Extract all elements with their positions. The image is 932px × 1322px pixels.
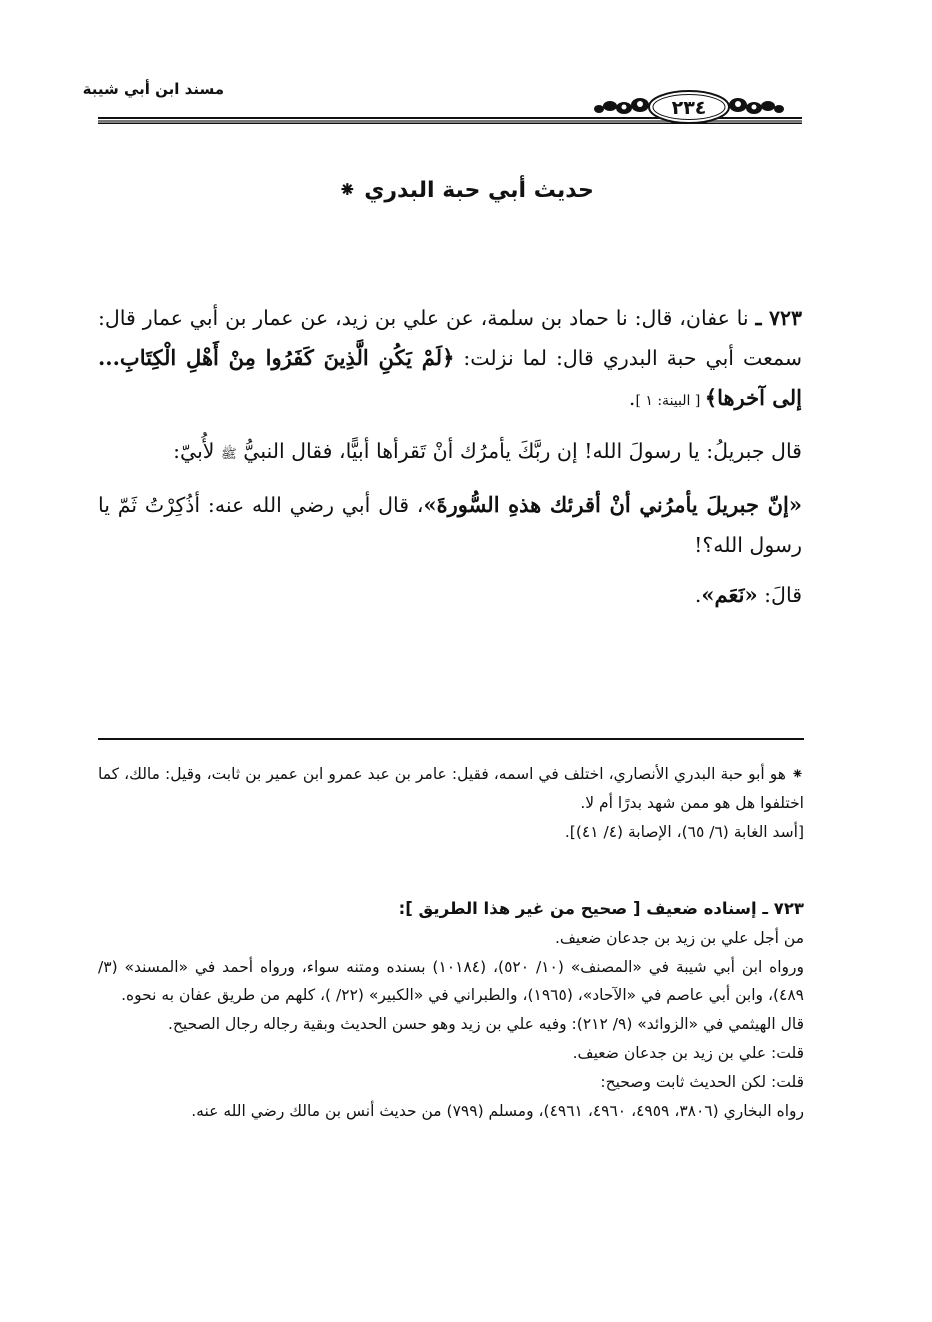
hadith-paragraph-1 — [98, 298, 802, 421]
punctuation: . — [694, 583, 702, 607]
hadith-number: ٧٢٣ ـ — [755, 306, 802, 330]
prophet-answer: «نَعَم» — [701, 582, 758, 607]
hadith-paragraph-3 — [98, 485, 802, 565]
hadith-paragraph-4 — [98, 575, 802, 615]
isnad-text: نا عفان، قال: نا حماد بن سلمة، عن علي بن زيد، عن عمار بن أبي عمار قال: سمعت أبي حبة البدري قال: لما نزلت: — [98, 306, 803, 370]
takhrij-line: قلت: لكن الحديث ثابت وصحيح: — [600, 1072, 804, 1091]
footnote-text: ⁕ هو أبو حبة البدري الأنصاري، اختلف في اسمه، فقيل: عامر بن عبد عمرو ابن عمير بن ثابت، وقيل: مالك، كما اختلفوا هل هو ممن شهد بدرًا أم لا. — [98, 765, 804, 812]
ubayy-question: ، قال أبي رضي الله عنه: أذُكِرْتُ ثَمّ يا رسول الله؟! — [98, 493, 802, 557]
footnote-sources: [أسد الغابة (٦/ ٦٥)، الإصابة (٤/ ٤١)]. — [564, 823, 804, 841]
footnote-separator — [98, 738, 804, 740]
punctuation: . — [628, 386, 636, 410]
takhrij-section — [98, 895, 804, 1125]
prophet-to-ubayy: لأُبيّ: — [173, 439, 222, 463]
takhrij-heading: ٧٢٣ ـ إسناده ضعيف [ صحيح من غير هذا الطريق ]: — [398, 899, 804, 918]
quran-verse: ﴿لَمْ يَكُنِ الَّذِينَ كَفَرُوا مِنْ أَهْلِ الْكِتَابِ... إلى آخرها﴾ — [98, 345, 802, 410]
answer-intro: قالَ: — [757, 583, 802, 607]
hadith-text — [98, 298, 802, 615]
jibril-speech: قال جبريلُ: يا رسولَ الله! إن ربَّكَ يأمرُك أنْ تَقرأها أبيًّا، فقال النبيُّ — [236, 439, 802, 463]
page-number: ٢٣٤ — [671, 97, 707, 119]
takhrij-line: ورواه ابن أبي شيبة في «المصنف» (١٠/ ٥٢٠)، (١٠١٨٤) بسنده ومتنه سواء، ورواه أحمد في «المسند» (٣/ ٤٨٩)، وابن أبي عاصم في «الآحاد»، (١٩٦٥)، والطبراني في «الكبير» (٢٢/ )، كلهم من طريق عفان به نحوه. — [98, 957, 804, 1005]
hadith-paragraph-2 — [98, 431, 802, 475]
page-number-ornament — [592, 86, 786, 128]
takhrij-line: قلت: علي بن زيد بن جدعان ضعيف. — [572, 1043, 804, 1062]
salla-symbol: ﷺ — [221, 447, 237, 462]
quran-reference: [ البينة: ١ ] — [635, 393, 705, 409]
takhrij-line: رواه البخاري (٣٨٠٦، ٤٩٥٩، ٤٩٦٠، ٤٩٦١)، ومسلم (٧٩٩) من حديث أنس بن مالك رضي الله عنه. — [191, 1101, 804, 1120]
running-book-title: مسند ابن أبي شيبة — [82, 80, 224, 98]
takhrij-line: من أجل علي بن زيد بن جدعان ضعيف. — [554, 928, 804, 947]
takhrij-line: قال الهيثمي في «الزوائد» (٩/ ٢١٢): وفيه علي بن زيد وهو حسن الحديث وبقية رجاله رجال الصحيح. — [167, 1015, 804, 1034]
biography-footnote — [98, 760, 804, 847]
prophet-words: «إنّ جبريلَ يأمرُني أنْ أقرئك هذهِ السُّورةَ» — [423, 492, 802, 517]
chapter-title: حديث أبي حبة البدري ⁕ — [338, 178, 594, 203]
